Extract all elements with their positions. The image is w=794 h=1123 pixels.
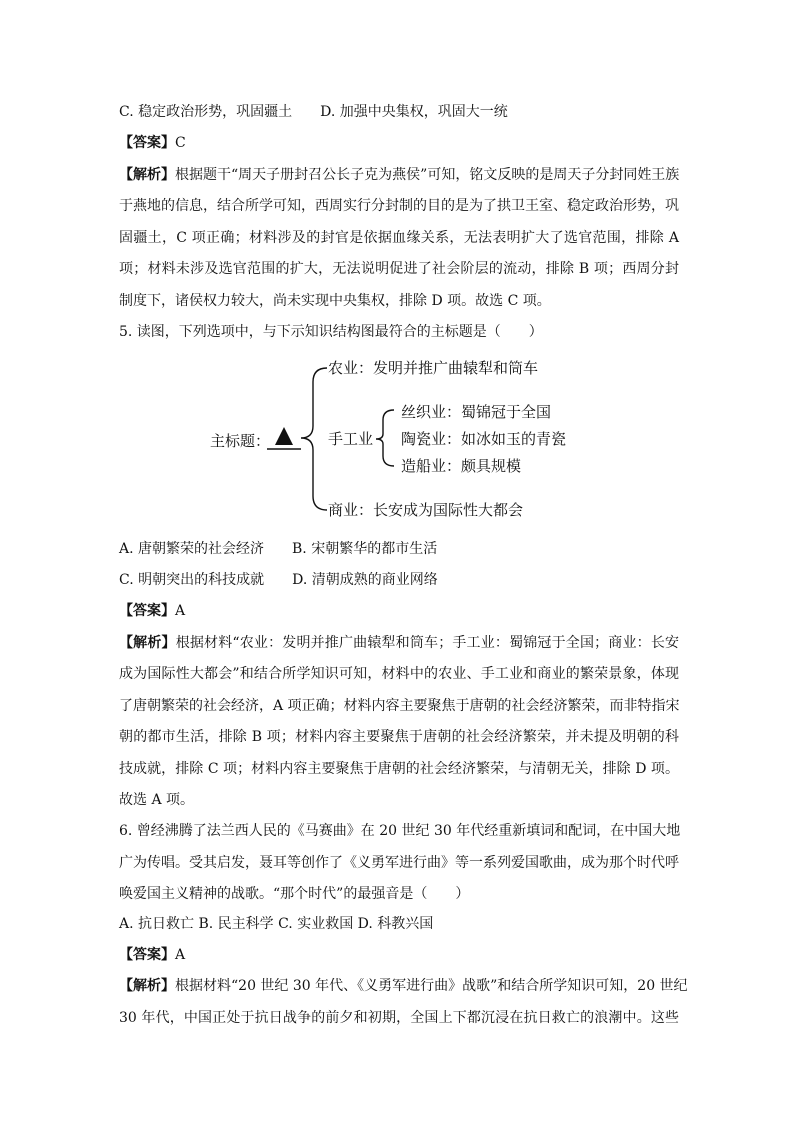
analysis-q5-line1 bbox=[119, 632, 679, 654]
main-title-label: 主标题： bbox=[210, 432, 271, 450]
answer-q5 bbox=[119, 600, 679, 622]
answer-value: C bbox=[175, 135, 186, 151]
analysis-q5-line2: 成为国际性大都会”和结合所学知识可知，材料中的农业、手工业和商业的繁荣景象，体现 bbox=[119, 666, 679, 682]
main-brace bbox=[301, 368, 327, 510]
analysis-q5-line6: 故选 A 项。 bbox=[119, 792, 195, 808]
analysis-tag: 【解析】 bbox=[119, 167, 175, 183]
question-5-options-cd: C. 明朝突出的科技成就 D. 清朝成熟的商业网络 bbox=[119, 572, 438, 588]
shipbuilding-label: 造船业：颇具规模 bbox=[401, 457, 522, 475]
analysis-text: 根据材料“20 世纪 30 年代、《义勇军进行曲》战歌”和结合所学知识可知，20 世纪 bbox=[175, 978, 688, 994]
silk-label: 丝织业：蜀锦冠于全国 bbox=[401, 403, 552, 421]
analysis-q4-line5: 制度下，诸侯权力较大，尚未实现中央集权，排除 D 项。故选 C 项。 bbox=[119, 293, 551, 309]
agriculture-label: 农业：发明并推广曲辕犁和筒车 bbox=[328, 359, 539, 377]
question-4-options-cd: C. 稳定政治形势，巩固疆土 D. 加强中央集权，巩固大一统 bbox=[119, 104, 508, 120]
analysis-text: 根据材料“农业：发明并推广曲辕犁和筒车；手工业：蜀锦冠于全国；商业：长安 bbox=[175, 635, 680, 651]
triangle-placeholder-icon bbox=[275, 427, 293, 445]
analysis-q4-line4: 项；材料未涉及选官范围的扩大，无法说明促进了社会阶层的流动，排除 B 项；西周分封 bbox=[119, 261, 679, 277]
answer-tag: 【答案】 bbox=[119, 947, 175, 963]
question-6-stem-line2: 广为传唱。受其启发，聂耳等创作了《义勇军进行曲》等一系列爱国歌曲，成为那个时代呼 bbox=[119, 855, 679, 871]
question-6-stem-line3: 唤爱国主义精神的战歌。“那个时代”的最强音是（ ） bbox=[119, 886, 470, 902]
analysis-text: 根据题干“周天子册封召公长子克为燕侯”可知，铭文反映的是周天子分封同姓王族 bbox=[175, 167, 680, 183]
analysis-q6-line1 bbox=[119, 975, 688, 997]
answer-value: A bbox=[175, 947, 186, 963]
question-6-stem-line1: 6. 曾经沸腾了法兰西人民的《马赛曲》在 20 世纪 30 年代经重新填词和配词，在中国大地 bbox=[119, 823, 681, 839]
porcelain-label: 陶瓷业：如冰如玉的青瓷 bbox=[401, 430, 567, 448]
handicraft-label: 手工业 bbox=[328, 430, 374, 448]
answer-tag: 【答案】 bbox=[119, 603, 175, 619]
analysis-q5-line4: 朝的都市生活，排除 B 项；材料内容主要聚焦于唐朝的社会经济繁荣，并未提及明朝的科 bbox=[119, 729, 679, 745]
analysis-q4-line2: 于燕地的信息，结合所学可知，西周实行分封制的目的是为了拱卫王室、稳定政治形势，巩 bbox=[119, 198, 679, 214]
analysis-tag: 【解析】 bbox=[119, 978, 175, 994]
question-6-options: A. 抗日救亡 B. 民主科学 C. 实业救国 D. 科教兴国 bbox=[119, 916, 434, 932]
knowledge-structure-diagram bbox=[205, 352, 625, 527]
analysis-q4-line1 bbox=[119, 164, 679, 186]
answer-value: A bbox=[175, 603, 186, 619]
answer-q4 bbox=[119, 132, 679, 154]
commerce-label: 商业：长安成为国际性大都会 bbox=[328, 501, 524, 519]
sub-brace bbox=[376, 410, 394, 466]
answer-tag: 【答案】 bbox=[119, 135, 175, 151]
analysis-tag: 【解析】 bbox=[119, 635, 176, 651]
analysis-q5-line3: 了唐朝繁荣的社会经济，A 项正确；材料内容主要聚焦于唐朝的社会经济繁荣，而非特指宋 bbox=[119, 698, 680, 714]
question-5-stem: 5. 读图，下列选项中，与下示知识结构图最符合的主标题是（ ） bbox=[119, 324, 543, 340]
question-5-options-ab: A. 唐朝繁荣的社会经济 B. 宋朝繁华的都市生活 bbox=[119, 541, 438, 557]
analysis-q4-line3: 固疆土，C 项正确；材料涉及的封官是依据血缘关系，无法表明扩大了选官范围，排除 A bbox=[119, 230, 679, 246]
analysis-q5-line5: 技成就，排除 C 项；材料内容主要聚焦于唐朝的社会经济繁荣，与清朝无关，排除 D 项。 bbox=[119, 761, 679, 777]
answer-q6 bbox=[119, 944, 679, 966]
analysis-q6-line2: 30 年代，中国正处于抗日战争的前夕和初期，全国上下都沉浸在抗日救亡的浪潮中。这些 bbox=[119, 1010, 679, 1026]
